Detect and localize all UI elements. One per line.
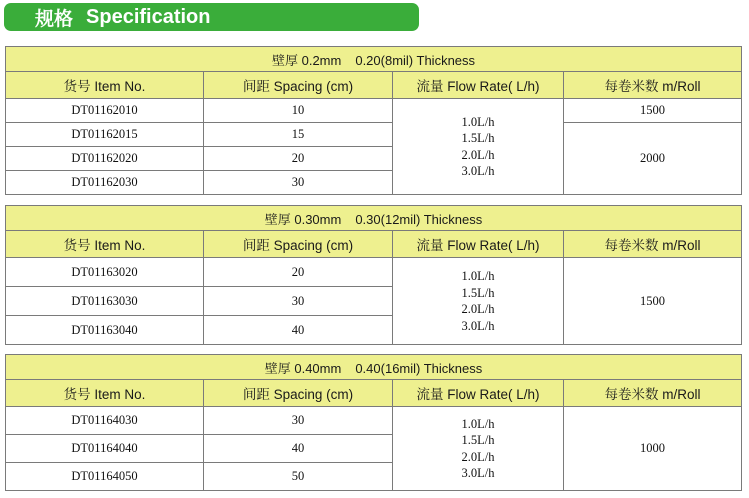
flow-rate-cell xyxy=(393,407,564,491)
flow-rate-value: 2.0L/h xyxy=(461,302,495,316)
spec-table-0-30mm xyxy=(5,205,742,345)
table-row xyxy=(6,407,742,435)
flow-rate-value: 1.0L/h xyxy=(461,269,495,283)
roll-length-value: 2000 xyxy=(564,123,742,195)
header-item: 货号 Item No. xyxy=(6,380,204,407)
flow-rate-cell xyxy=(393,258,564,345)
item-number: DT01163030 xyxy=(6,287,204,316)
item-number: DT01162010 xyxy=(6,99,204,123)
spacing-value: 30 xyxy=(204,287,393,316)
header-m-per-roll: 每卷米数 m/Roll xyxy=(564,231,742,258)
thickness-mil: 0.20(8mil) Thickness xyxy=(355,52,476,68)
item-number: DT01163020 xyxy=(6,258,204,287)
header-spacing: 间距 Spacing (cm) xyxy=(204,380,393,407)
roll-length-value: 1000 xyxy=(564,407,742,491)
flow-rate-cell xyxy=(393,99,564,195)
header-flow-rate: 流量 Flow Rate( L/h) xyxy=(393,231,564,258)
thickness-mm: 壁厚 0.30mm xyxy=(264,211,342,227)
flow-rate-value: 1.0L/h xyxy=(461,416,495,431)
thickness-mil: 0.40(16mil) Thickness xyxy=(355,360,483,376)
header-item: 货号 Item No. xyxy=(6,72,204,99)
banner-title-zh: 规格 xyxy=(35,8,74,30)
table-title xyxy=(6,47,742,72)
header-m-per-roll: 每卷米数 m/Roll xyxy=(564,72,742,99)
thickness-mm: 壁厚 0.40mm xyxy=(264,360,342,376)
flow-rate-value: 3.0L/h xyxy=(461,164,495,178)
spacing-value: 20 xyxy=(204,147,393,171)
spacing-value: 10 xyxy=(204,99,393,123)
item-number: DT01162015 xyxy=(6,123,204,147)
item-number: DT01163040 xyxy=(6,316,204,345)
flow-rate-value: 3.0L/h xyxy=(461,466,495,480)
flow-rate-value: 1.5L/h xyxy=(461,285,495,300)
header-spacing: 间距 Spacing (cm) xyxy=(204,72,393,99)
table-row xyxy=(6,99,742,123)
flow-rate-value: 1.0L/h xyxy=(461,114,495,129)
thickness-mil: 0.30(12mil) Thickness xyxy=(355,211,483,227)
spacing-value: 50 xyxy=(204,463,393,491)
header-m-per-roll: 每卷米数 m/Roll xyxy=(564,380,742,407)
header-flow-rate: 流量 Flow Rate( L/h) xyxy=(393,72,564,99)
table-row xyxy=(6,258,742,287)
item-number: DT01162030 xyxy=(6,171,204,195)
spec-table-0-40mm xyxy=(5,354,742,491)
section-banner xyxy=(4,3,419,31)
spacing-value: 40 xyxy=(204,316,393,345)
item-number: DT01164050 xyxy=(6,463,204,491)
thickness-mm: 壁厚 0.2mm xyxy=(272,52,342,68)
flow-rate-value: 3.0L/h xyxy=(461,318,495,333)
spec-table-0-2mm xyxy=(5,46,742,195)
header-flow-rate: 流量 Flow Rate( L/h) xyxy=(393,380,564,407)
spacing-value: 20 xyxy=(204,258,393,287)
table-title xyxy=(6,206,742,231)
spacing-value: 30 xyxy=(204,171,393,195)
banner-title-en: Specification xyxy=(86,5,211,28)
item-number: DT01164030 xyxy=(6,407,204,435)
header-spacing: 间距 Spacing (cm) xyxy=(204,231,393,258)
flow-rate-value: 2.0L/h xyxy=(461,449,495,464)
table-row xyxy=(6,123,742,147)
item-number: DT01162020 xyxy=(6,147,204,171)
item-number: DT01164040 xyxy=(6,435,204,463)
spacing-value: 15 xyxy=(204,123,393,147)
roll-length-value: 1500 xyxy=(564,99,742,123)
header-item: 货号 Item No. xyxy=(6,231,204,258)
flow-rate-value: 1.5L/h xyxy=(461,131,495,145)
flow-rate-value: 1.5L/h xyxy=(461,433,495,447)
spacing-value: 30 xyxy=(204,407,393,435)
roll-length-value: 1500 xyxy=(564,258,742,345)
spacing-value: 40 xyxy=(204,435,393,463)
flow-rate-value: 2.0L/h xyxy=(461,147,495,162)
table-title xyxy=(6,355,742,380)
